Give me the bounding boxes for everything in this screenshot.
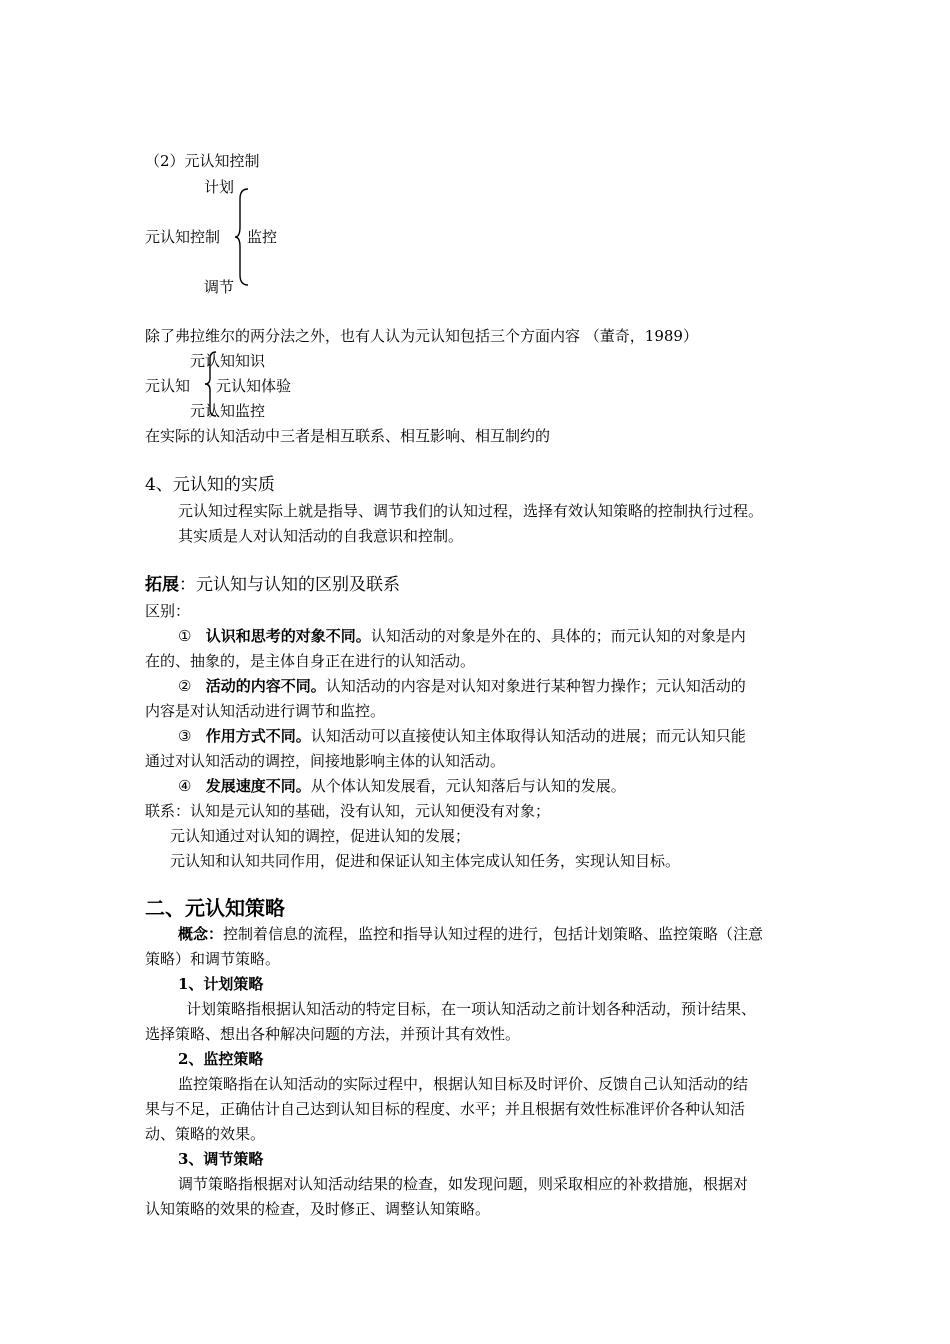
essence-paragraph-1: 元认知过程实际上就是指导、调节我们的认知过程，选择有效认知策略的控制执行过程。 (178, 502, 764, 520)
brace-icon (234, 187, 254, 287)
difference-label: 区别： (145, 602, 191, 620)
strategy-concept: 概念：控制着信息的流程，监控和指导认知过程的进行，包括计划策略、监控策略（注意 (178, 925, 764, 943)
three-parts-item-experience: 元认知体验 (216, 377, 292, 395)
control-item-adjust: 调节 (204, 278, 235, 296)
monitor-strategy-line-1: 监控策略指在认知活动的实际过程中，根据认知目标及时评价、反馈自己认知活动的结 (178, 1075, 749, 1093)
monitor-strategy-title: 2、监控策略 (178, 1050, 264, 1068)
section-heading-control: （2）元认知控制 (145, 152, 260, 170)
control-center-label: 元认知控制 (145, 228, 221, 246)
three-parts-item-monitoring: 元认知监控 (190, 402, 266, 420)
brace-icon (204, 350, 220, 418)
strategy-concept-cont: 策略）和调节策略。 (145, 950, 281, 968)
difference-item-1: ① 认识和思考的对象不同。认知活动的对象是外在的、具体的；而元认知的对象是内 (178, 627, 746, 645)
control-item-plan: 计划 (204, 178, 235, 196)
adjust-strategy-line-1: 调节策略指根据对认知活动结果的检查，如发现问题，则采取相应的补救措施，根据对 (178, 1175, 749, 1193)
three-parts-center-label: 元认知 (145, 377, 191, 395)
adjust-strategy-line-2: 认知策略的效果的检查，及时修正、调整认知策略。 (145, 1200, 491, 1218)
plan-strategy-line-2: 选择策略、想出各种解决问题的方法，并预计其有效性。 (145, 1025, 521, 1043)
plan-strategy-title: 1、计划策略 (178, 975, 264, 993)
difference-item-4: ④ 发展速度不同。从个体认知发展看，元认知落后与认知的发展。 (178, 777, 626, 795)
three-parts-conclusion: 在实际的认知活动中三者是相互联系、相互影响、相互制约的 (145, 427, 551, 445)
monitor-strategy-line-3: 动、策略的效果。 (145, 1125, 266, 1143)
link-line-3: 元认知和认知共同作用，促进和保证认知主体完成认知任务，实现认知目标。 (170, 852, 681, 870)
link-line-2: 元认知通过对认知的调控，促进认知的发展； (170, 827, 471, 845)
difference-item-3: ③ 作用方式不同。认知活动可以直接使认知主体取得认知活动的进展；而元认知只能 (178, 727, 746, 745)
control-item-monitor: 监控 (247, 228, 278, 246)
difference-item-3-cont: 通过对认知活动的调控，间接地影响主体的认知活动。 (145, 752, 506, 770)
essence-heading: 4、元认知的实质 (145, 475, 275, 495)
strategy-heading: 二、元认知策略 (145, 896, 285, 920)
essence-paragraph-2: 其实质是人对认知活动的自我意识和控制。 (178, 527, 464, 545)
adjust-strategy-title: 3、调节策略 (178, 1150, 264, 1168)
monitor-strategy-line-2: 果与不足，正确估计自己达到认知目标的程度、水平；并且根据有效性标准评价各种认知活 (145, 1100, 746, 1118)
link-line-1: 联系：认知是元认知的基础，没有认知，元认知便没有对象； (145, 802, 551, 820)
plan-strategy-line-1: 计划策略指根据认知活动的特定目标，在一项认知活动之前计划各种活动，预计结果、 (186, 1000, 757, 1018)
difference-item-2: ② 活动的内容不同。认知活动的内容是对认知对象进行某种智力操作；元认知活动的 (178, 677, 746, 695)
difference-item-1-cont: 在的、抽象的，是主体自身正在进行的认知活动。 (145, 652, 476, 670)
three-parts-item-knowledge: 元认知知识 (190, 352, 266, 370)
extension-heading: 拓展：元认知与认知的区别及联系 (145, 575, 400, 595)
difference-item-2-cont: 内容是对认知活动进行调节和监控。 (145, 702, 386, 720)
three-parts-intro: 除了弗拉维尔的两分法之外，也有人认为元认知包括三个方面内容 （董奇，1989） (145, 327, 698, 345)
